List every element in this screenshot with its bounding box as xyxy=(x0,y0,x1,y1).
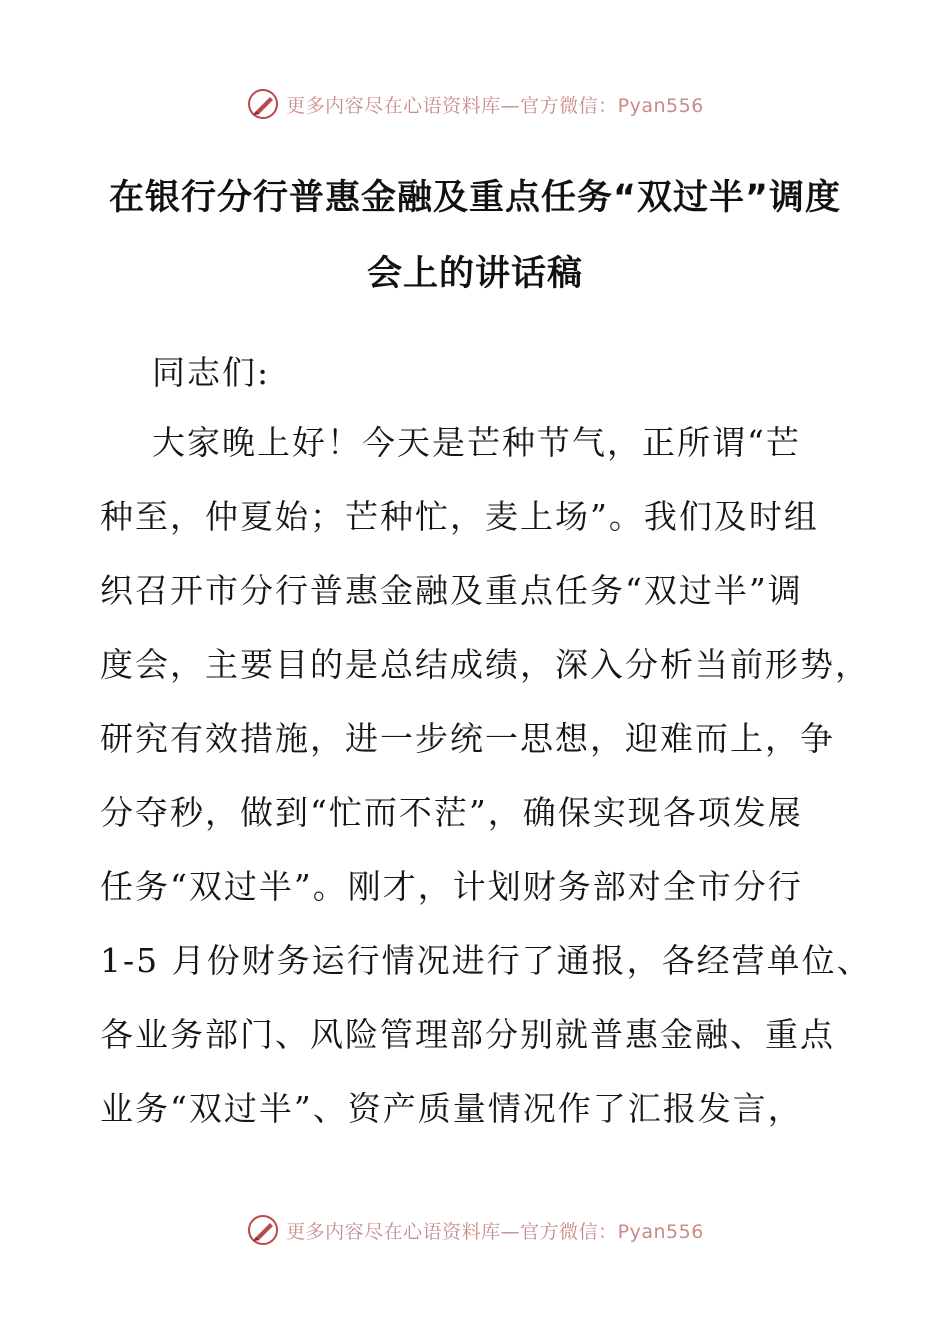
paragraph-line: 种至，仲夏始；芒种忙，麦上场”。我们及时组 xyxy=(100,497,819,536)
paragraph-line: 1-5 月份财务运行情况进行了通报，各经营单位、 xyxy=(100,941,872,980)
paragraph-line: 业务“双过半”、资产质量情况作了汇报发言， xyxy=(100,1089,803,1128)
paragraph-line: 大家晚上好！今天是芒种节气，正所谓“芒 xyxy=(152,423,801,462)
pen-logo-icon xyxy=(246,87,280,121)
paragraph-line: 度会，主要目的是总结成绩，深入分析当前形势， xyxy=(100,645,870,684)
paragraph-line: 研究有效措施，进一步统一思想，迎难而上，争 xyxy=(100,719,835,758)
document-title-line-1: 在银行分行普惠金融及重点任务“双过半”调度 xyxy=(108,178,841,218)
document-title-line-2: 会上的讲话稿 xyxy=(366,254,583,294)
paragraph-line: 织召开市分行普惠金融及重点任务“双过半”调 xyxy=(100,571,803,610)
paragraph-line: 任务“双过半”。刚才，计划财务部对全市分行 xyxy=(100,867,803,906)
paragraph-line: 各业务部门、风险管理部分别就普惠金融、重点 xyxy=(100,1015,835,1054)
salutation: 同志们: xyxy=(152,353,271,392)
header-watermark xyxy=(0,84,950,124)
watermark-text: 更多内容尽在心语资料库—官方微信：Pyan556 xyxy=(286,1220,704,1243)
footer-watermark xyxy=(0,1210,950,1250)
paragraph-line: 分夺秒，做到“忙而不茫”，确保实现各项发展 xyxy=(100,793,803,832)
pen-logo-icon xyxy=(246,1213,280,1247)
watermark-text: 更多内容尽在心语资料库—官方微信：Pyan556 xyxy=(286,94,704,117)
